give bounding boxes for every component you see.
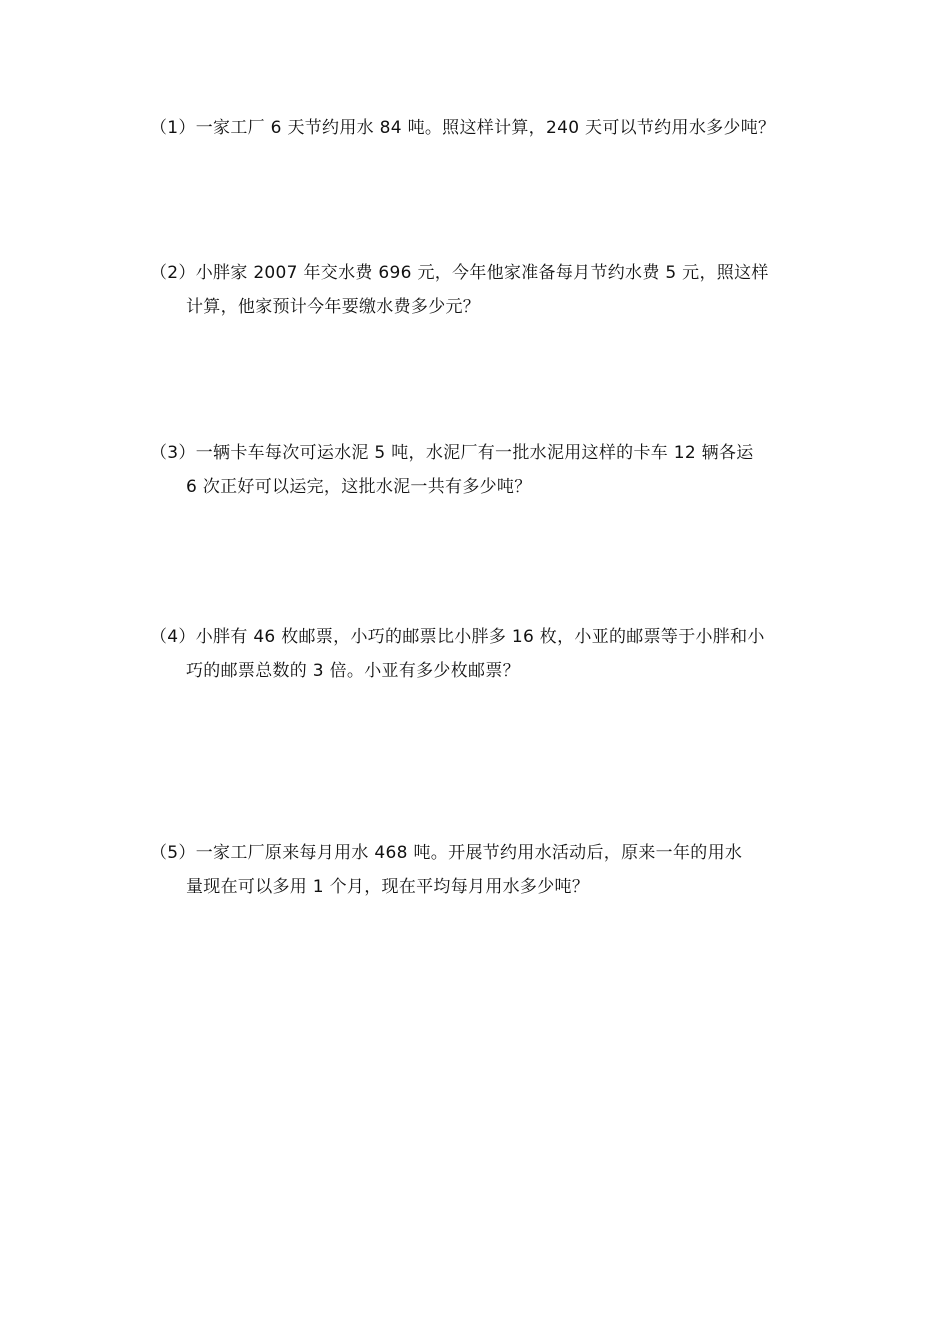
question-4 bbox=[150, 620, 810, 688]
question-2-line-1: （2）小胖家 2007 年交水费 696 元，今年他家准备每月节约水费 5 元，照这样 bbox=[150, 263, 769, 283]
question-2-line-2: 计算，他家预计今年要缴水费多少元？ bbox=[186, 297, 481, 317]
question-1-line-1: （1）一家工厂 6 天节约用水 84 吨。照这样计算，240 天可以节约用水多少吨？ bbox=[150, 118, 776, 138]
question-3 bbox=[150, 436, 810, 504]
question-4-line-1: （4）小胖有 46 枚邮票，小巧的邮票比小胖多 16 枚，小亚的邮票等于小胖和小 bbox=[150, 627, 765, 647]
question-3-line-1: （3）一辆卡车每次可运水泥 5 吨，水泥厂有一批水泥用这样的卡车 12 辆各运 bbox=[150, 443, 754, 463]
question-5-line-2: 量现在可以多用 1 个月，现在平均每月用水多少吨？ bbox=[186, 877, 590, 897]
question-3-line-2: 6 次正好可以运完，这批水泥一共有多少吨？ bbox=[186, 477, 532, 497]
question-5 bbox=[150, 836, 810, 904]
question-1 bbox=[150, 111, 810, 145]
question-4-line-2: 巧的邮票总数的 3 倍。小亚有多少枚邮票？ bbox=[186, 661, 520, 681]
question-5-line-1: （5）一家工厂原来每月用水 468 吨。开展节约用水活动后，原来一年的用水 bbox=[150, 843, 743, 863]
question-2 bbox=[150, 256, 810, 324]
